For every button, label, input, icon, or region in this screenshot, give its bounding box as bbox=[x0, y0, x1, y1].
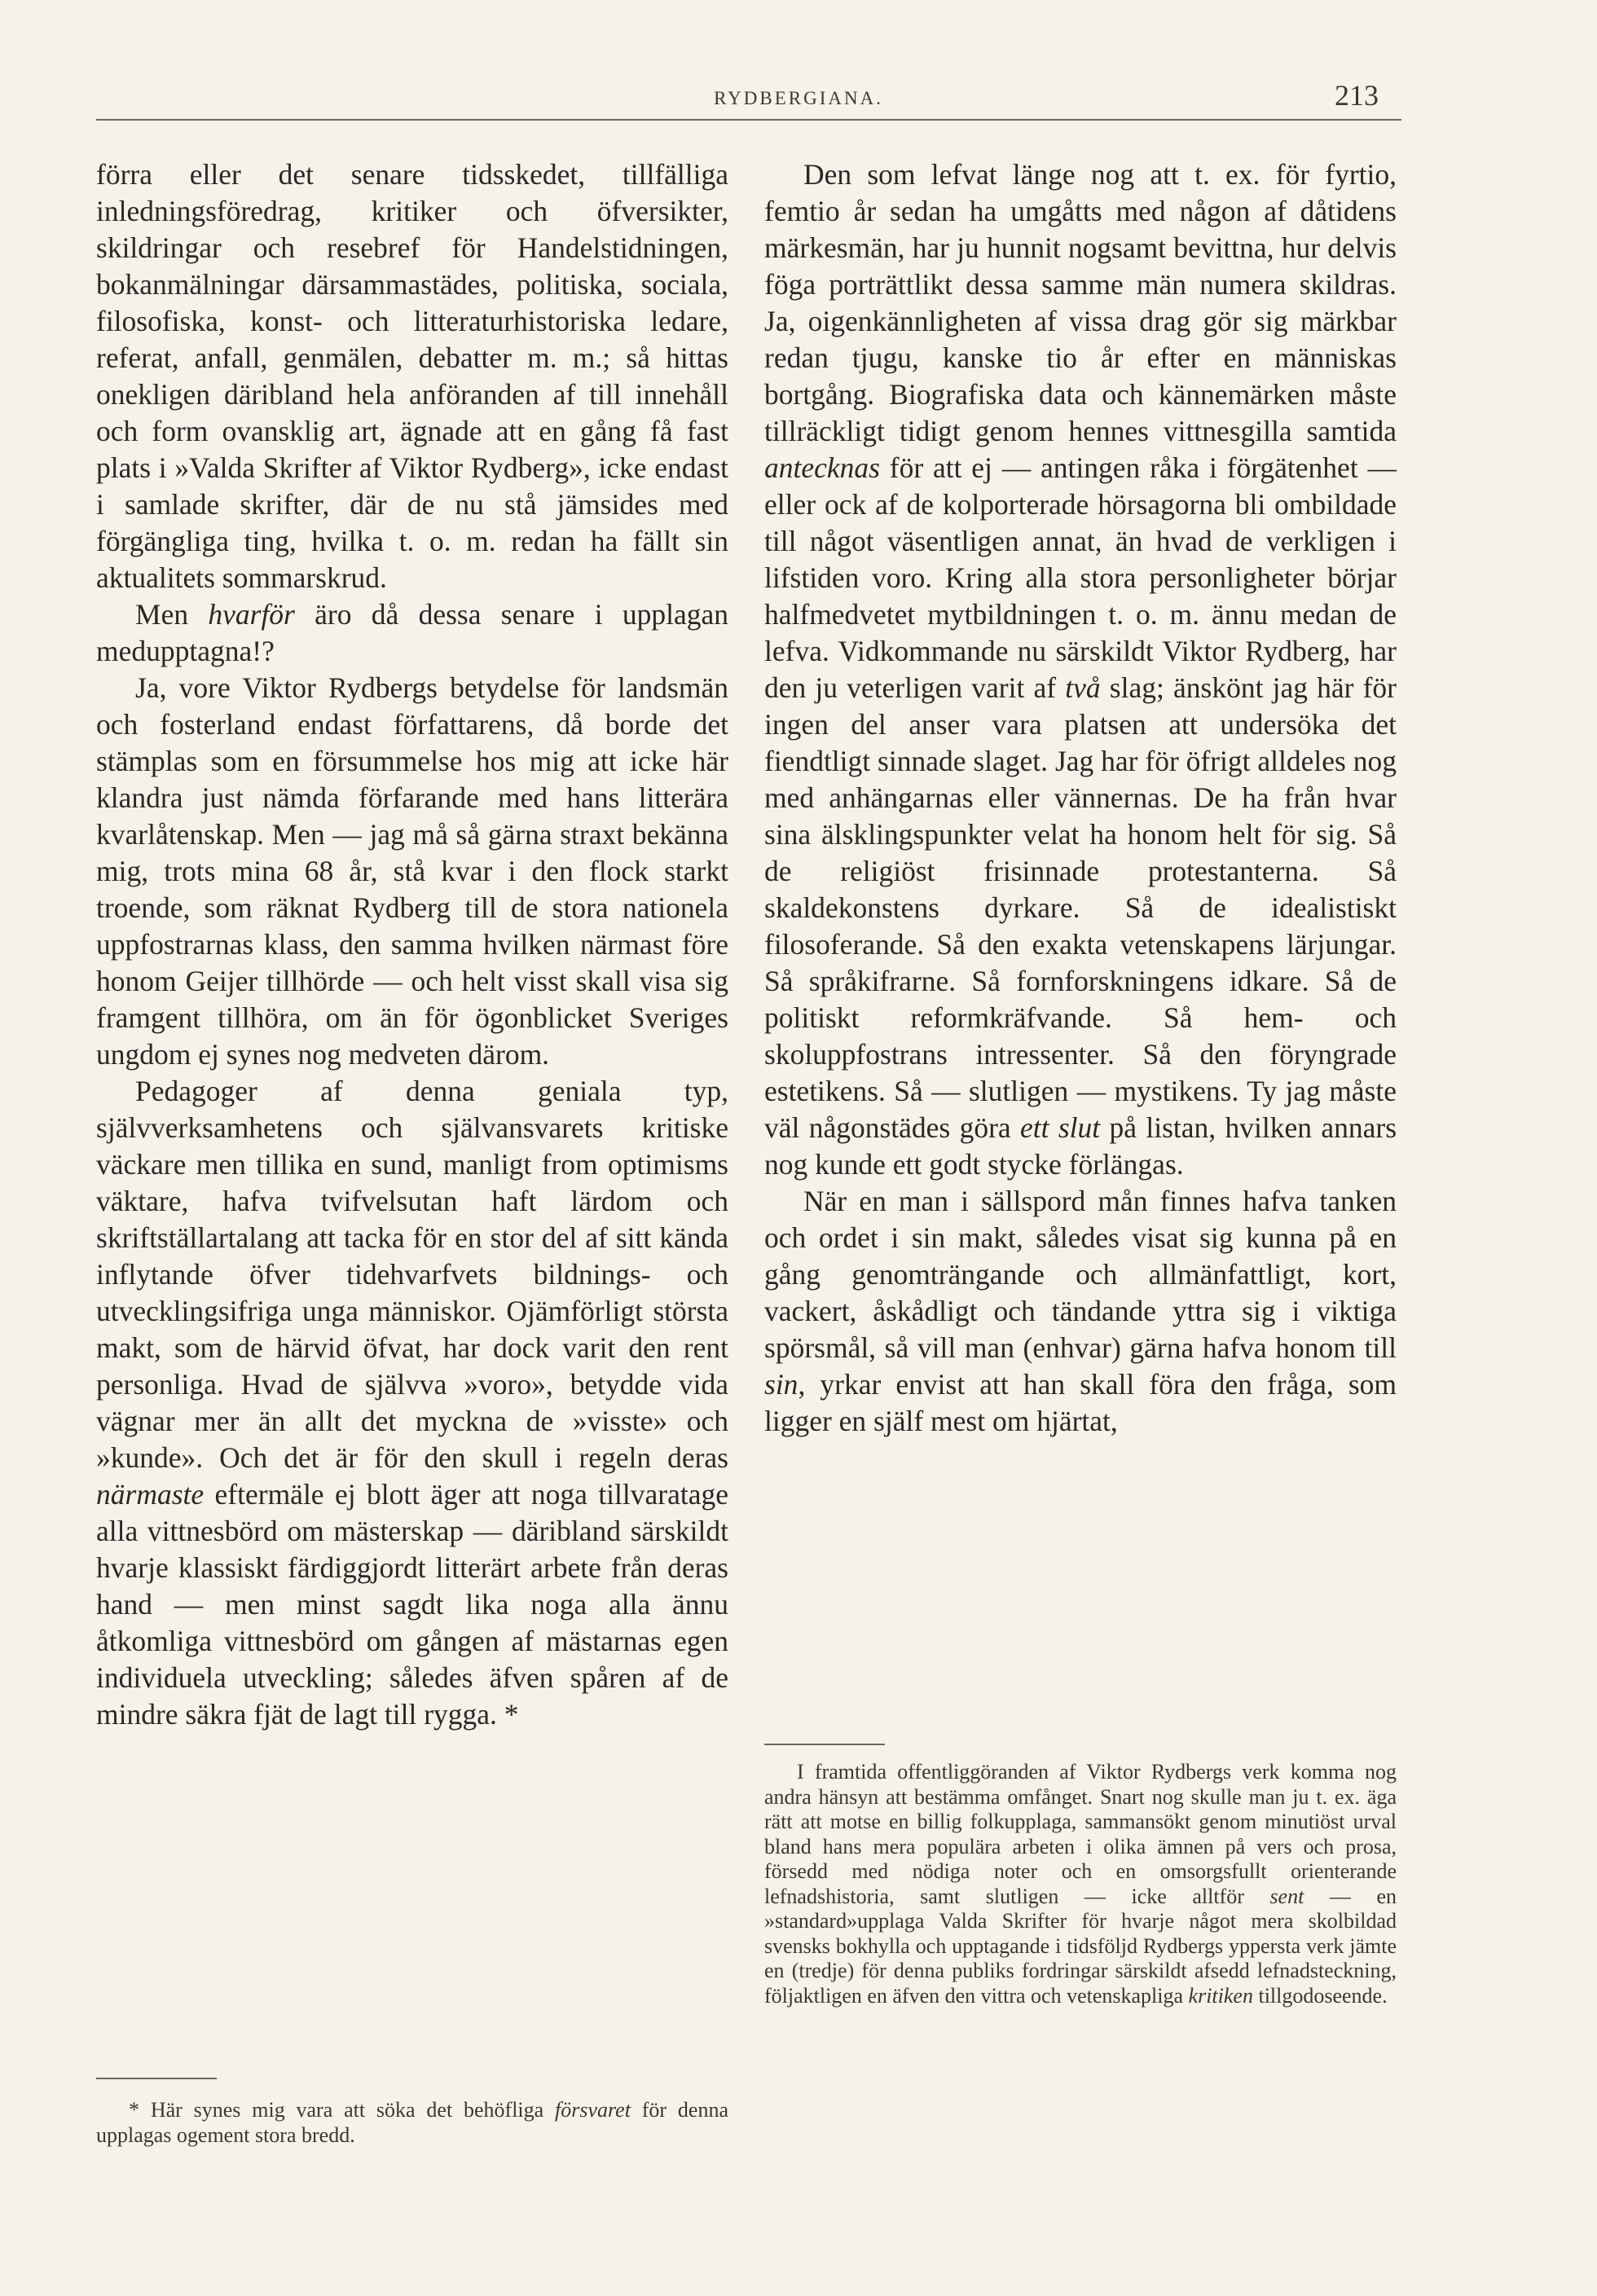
text-span: tillgodoseende. bbox=[1252, 1983, 1388, 2008]
italic-span: närmaste bbox=[96, 1478, 205, 1511]
left-paragraph-3: Ja, vore Viktor Rydbergs betydelse för landsmän och fosterland endast författarens, då borde det stämplas som en försummelse hos mig att icke här klandra just nämda förfarande med hans litterära kvarlåtenskap. Men — jag må så gärna straxt bekänna mig, trots mina 68 år, stå kvar i den flock starkt troende, som räknat Rydberg till de stora nationela uppfostrarnas klass, den samma hvilken närmast före honom Geijer tillhörde — och helt visst skall visa sig framgent tillhöra, om än för ögonblicket Sveriges ungdom ej synes nog medveten därom. bbox=[96, 671, 728, 1071]
text-span: * Här synes mig vara att söka det behöfliga bbox=[129, 2098, 556, 2122]
text-span: Pedagoger af denna geniala typ, självverksamhetens och självansvarets kritiske väckare men tillika en sund, manligt from optimisms väktare, hafva tvifvelsutan haft lärdom och skriftställartalang att tacka för en stor del af sitt kända inflytande öfver tidehvarfvets bildnings- och utvecklingsifriga unga människor. Ojämförligt största makt, som de härvid öfvat, har dock varit den rent personliga. Hvad de självva »voro», betydde vida vägnar mer än allt det myckna de »visste» och »kunde». Och det är för den skull i regeln deras bbox=[96, 1075, 728, 1474]
italic-span: kritiken bbox=[1188, 1983, 1253, 2008]
footnote-rule-left bbox=[96, 2078, 217, 2079]
italic-span: två bbox=[1065, 671, 1101, 704]
header-rule bbox=[96, 119, 1401, 121]
footnote-right bbox=[764, 1760, 1397, 2008]
right-column bbox=[764, 156, 1397, 1440]
left-paragraph-1: förra eller det senare tidsskedet, tillfälliga inledningsföredrag, kritiker och öfversikter, skildringar och resebref för Handelstidningen, bokanmälningar därsammastädes, politiska, sociala, filosofiska, konst- och litteraturhistoriska ledare, referat, anfall, genmälen, debatter m. m.; så hittas onekligen däribland hela anföranden af till innehåll och form ovansklig art, ägnade att en gång få fast plats i »Valda Skrifter af Viktor Rydberg», icke endast i samlade skrifter, där de nu stå jämsides med förgängliga ting, hvilka t. o. m. redan ha fällt sin aktualitets sommarskrud. bbox=[96, 158, 728, 594]
italic-span: sin bbox=[764, 1368, 798, 1401]
left-paragraph-2 bbox=[96, 596, 728, 670]
footnote-text bbox=[96, 2098, 728, 2148]
text-span: slag; änskönt jag här för ingen del anser vara platsen att undersöka det fiendtligt sinnade slaget. Jag har för öfrigt alldeles nog med anhängarnas eller vännernas. De ha från hvar sina älsklingspunkter velat ha honom helt för sig. Så de religiöst frisinnade protestanterna. Så skaldekonstens dyrkare. Så de idealistiskt filosoferande. Så den exakta vetenskapens lärjungar. Så språkifrarne. Så fornforskningens idkare. Så de politiskt reformkräfvande. Så hem- och skoluppfostrans intressenter. Så den föryngrade estetikens. Så — slutligen — mystikens. Ty jag måste väl någonstädes göra bbox=[764, 671, 1397, 1144]
italic-span: antecknas bbox=[764, 451, 880, 484]
text-span: I framtida offentliggöranden af Viktor Rydbergs verk komma nog andra hänsyn att bestämma omfånget. Snart nog skulle man ju t. ex. äga rätt att motse en billig folkupplaga, sammansökt genom minutiöst urval bland hans mera populära arbeten i olika ämnen på vers och prosa, försedd med nödiga noter och en omsorgsfullt orienterande lefnadshistoria, samt slutligen — icke alltför bbox=[764, 1760, 1397, 1908]
page-number: 213 bbox=[1335, 79, 1379, 112]
left-paragraph-4 bbox=[96, 1073, 728, 1733]
italic-span: försvaret bbox=[555, 2098, 631, 2122]
italic-span: hvarför bbox=[208, 598, 295, 631]
text-span: När en man i sällspord mån finnes hafva tanken och ordet i sin makt, således visat sig kunna på en gång genomträngande och allmänfattligt, kort, vackert, åskådligt och tändande yttra sig i viktiga spörsmål, så vill man (enhvar) gärna hafva honom till bbox=[764, 1185, 1397, 1364]
text-span: — en »standard»upplaga Valda Skrifter för hvarje något mera skolbildad svensks bokhylla och upptagande i tidsföljd Rydbergs yppersta verk jämte en (tredje) för denna publiks fordringar särskildt afsedd lefnadsteckning, följaktligen en äfven den vittra och vetenskapliga bbox=[764, 1884, 1397, 2008]
footnote-text bbox=[764, 1760, 1397, 2008]
text-span: äro då dessa senare i upplagan medupptagna!? bbox=[96, 598, 729, 667]
right-paragraph-1 bbox=[764, 156, 1397, 1183]
text-span: , yrkar envist att han skall föra den fråga, som ligger en själf mest om hjärtat, bbox=[764, 1368, 1397, 1437]
footnote-left bbox=[96, 2098, 728, 2148]
right-paragraph-2 bbox=[764, 1183, 1397, 1440]
left-column bbox=[96, 156, 728, 1733]
footnote-rule-right bbox=[764, 1744, 885, 1745]
text-span: på listan, hvilken annars nog kunde ett godt stycke förlängas. bbox=[764, 1111, 1397, 1181]
italic-span: ett slut bbox=[1020, 1111, 1101, 1144]
text-span: Men bbox=[135, 598, 209, 631]
running-title: RYDBERGIANA. bbox=[714, 88, 883, 108]
italic-span: sent bbox=[1269, 1884, 1304, 1908]
text-span: för denna upplagas ogement stora bredd. bbox=[96, 2098, 728, 2147]
text-span: Den som lefvat länge nog att t. ex. för fyrtio, femtio år sedan ha umgåtts med någon af dåtidens märkesmän, har ju hunnit nogsamt bevittna, hur delvis föga porträttlikt dessa samme män numera skildras. Ja, oigenkännligheten af vissa drag gör sig märkbar redan tjugu, kanske tio år efter en människas bortgång. Biografiska data och kännemärken måste tillräckligt tidigt genom hennes vittnesgilla samtida bbox=[764, 158, 1397, 447]
text-span: för att ej — antingen råka i förgätenhet — eller ock af de kolporterade hörsagorna bli ombildade till något väsentligen annat, än hvad de verkligen i lifstiden voro. Kring alla stora personligheter börjar halfmedvetet mytbildningen t. o. m. ännu medan de lefva. Vidkommande nu särskildt Viktor Rydberg, har den ju veterligen varit af bbox=[764, 451, 1397, 704]
text-span: eftermäle ej blott äger att noga tillvaratage alla vittnesbörd om mästerskap — däribland särskildt hvarje klassiskt färdiggjordt litterärt arbete från deras hand — men minst sagdt lika noga alla ännu åtkomliga vittnesbörd om gången af mästarnas egen individuela utveckling; således äfven spåren af de mindre säkra fjät de lagt till rygga. * bbox=[96, 1478, 728, 1731]
